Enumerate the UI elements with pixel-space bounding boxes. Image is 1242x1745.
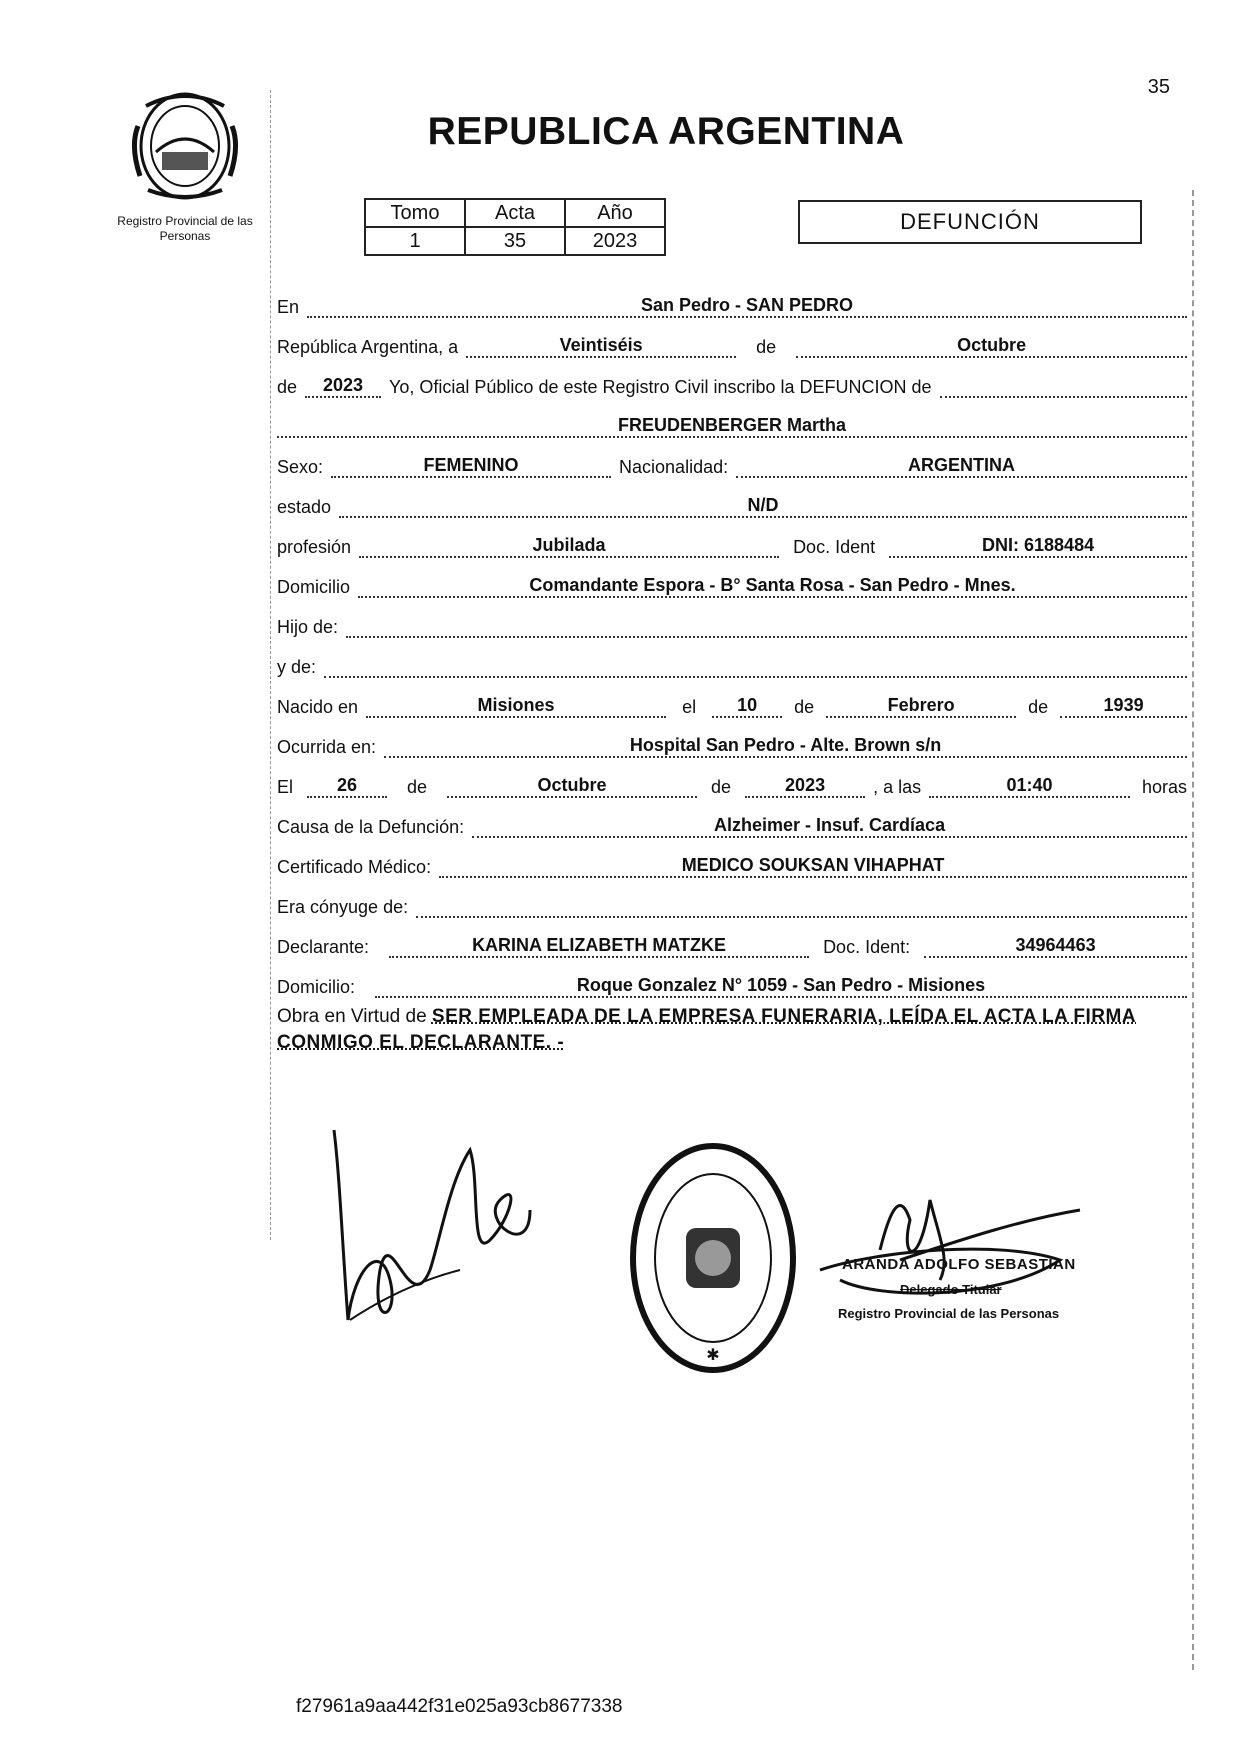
field-inscribe-blank	[940, 396, 1187, 398]
label-ocurrida: Ocurrida en:	[277, 737, 377, 757]
row-hijo	[277, 608, 1187, 638]
label-certificado: Certificado Médico:	[277, 857, 432, 877]
label-de-birth-year: de	[1028, 697, 1049, 717]
label-de-death-month: de	[407, 777, 428, 797]
acta-value-acta: 35	[465, 227, 565, 255]
row-en	[277, 288, 1187, 318]
office-stamp-icon	[628, 1138, 798, 1378]
official-office: Registro Provincial de las Personas	[838, 1306, 1060, 1321]
row-conyuge	[277, 888, 1187, 918]
record-type-box: DEFUNCIÓN	[798, 200, 1142, 244]
field-declarante: KARINA ELIZABETH MATZKE	[389, 934, 809, 958]
field-birth-month: Febrero	[826, 694, 1016, 718]
acta-header-acta: Acta	[465, 199, 565, 227]
field-declarante-doc: 34964463	[924, 934, 1187, 958]
row-death-date	[277, 768, 1187, 798]
field-certificado: MEDICO SOUKSAN VIHAPHAT	[439, 854, 1187, 878]
field-doc: DNI: 6188484	[889, 534, 1187, 558]
label-inscribe: Yo, Oficial Público de este Registro Civil inscribo la DEFUNCION de	[389, 377, 932, 397]
label-en: En	[277, 297, 300, 317]
row-domicilio	[277, 568, 1187, 598]
label-horas: horas	[1141, 777, 1187, 797]
label-el: el	[682, 697, 697, 717]
page-number: 35	[1147, 76, 1170, 98]
official-name: ARANDA ADOLFO SEBASTIAN	[842, 1256, 1076, 1273]
field-birth-year: 1939	[1060, 694, 1187, 718]
row-profesion	[277, 528, 1187, 558]
field-death-day: 26	[307, 774, 387, 798]
label-domicilio-declarante: Domicilio:	[277, 977, 356, 997]
row-domicilio-declarante	[277, 968, 1187, 998]
label-conyuge: Era cónyuge de:	[277, 897, 409, 917]
field-death-time: 01:40	[929, 774, 1130, 798]
field-year: 2023	[305, 374, 381, 398]
field-declarante-domicilio: Roque Gonzalez N° 1059 - San Pedro - Misiones	[375, 974, 1187, 998]
row-inscribe	[277, 368, 1187, 398]
label-de: de	[756, 337, 777, 357]
row-certificado	[277, 848, 1187, 878]
field-nacionalidad: ARGENTINA	[736, 454, 1187, 478]
field-profesion: Jubilada	[359, 534, 779, 558]
field-causa: Alzheimer - Insuf. Cardíaca	[472, 814, 1187, 838]
right-edge-divider	[1192, 190, 1194, 1670]
field-death-year: 2023	[745, 774, 865, 798]
row-yde	[277, 648, 1187, 678]
field-hijo	[346, 636, 1187, 638]
row-declarante	[277, 928, 1187, 958]
field-death-month: Octubre	[447, 774, 697, 798]
svg-text:✱: ✱	[706, 1347, 720, 1364]
field-birth-day: 10	[712, 694, 782, 718]
label-yde: y de:	[277, 657, 317, 677]
label-alas: , a las	[873, 777, 922, 797]
label-de-death-year: de	[711, 777, 732, 797]
row-sexo	[277, 448, 1187, 478]
label-domicilio: Domicilio	[277, 577, 351, 597]
acta-value-anio: 2023	[565, 227, 665, 255]
label-obra: Obra en Virtud de	[277, 1006, 427, 1027]
page-title: REPUBLICA ARGENTINA	[427, 110, 905, 153]
declarant-signature-icon	[320, 1120, 550, 1360]
margin-divider	[270, 90, 271, 1240]
field-month: Octubre	[796, 334, 1187, 358]
row-causa	[277, 808, 1187, 838]
registry-name: Registro Provincial de las Personas	[117, 214, 253, 243]
field-nacido-en: Misiones	[366, 694, 666, 718]
field-deceased-name: FREUDENBERGER Martha	[277, 414, 1187, 438]
label-causa: Causa de la Defunción:	[277, 817, 465, 837]
label-doc: Doc. Ident	[793, 537, 876, 557]
row-date	[277, 328, 1187, 358]
field-domicilio: Comandante Espora - B° Santa Rosa - San Pedro - Mnes.	[358, 574, 1187, 598]
label-el-death: El	[277, 777, 294, 797]
field-day-text: Veintiséis	[466, 334, 736, 358]
label-sexo: Sexo:	[277, 457, 324, 477]
label-declarante: Declarante:	[277, 937, 370, 957]
row-nacido	[277, 688, 1187, 718]
label-estado: estado	[277, 497, 332, 517]
field-yde	[324, 676, 1187, 678]
field-sexo: FEMENINO	[331, 454, 611, 478]
row-estado	[277, 488, 1187, 518]
label-republica: República Argentina, a	[277, 337, 459, 357]
field-place: San Pedro - SAN PEDRO	[307, 294, 1187, 318]
field-obra-text: SER EMPLEADA DE LA EMPRESA FUNERARIA, LEÍDA EL ACTA LA FIRMA CONMIGO EL DECLARANTE. -	[277, 1006, 1137, 1053]
acta-header-anio: Año	[565, 199, 665, 227]
row-ocurrida	[277, 728, 1187, 758]
label-de-year: de	[277, 377, 298, 397]
label-de-birth-month: de	[794, 697, 815, 717]
acta-value-tomo: 1	[365, 227, 465, 255]
acta-table	[364, 198, 666, 256]
field-ocurrida-en: Hospital San Pedro - Alte. Brown s/n	[384, 734, 1187, 758]
field-estado: N/D	[339, 494, 1187, 518]
obra-paragraph	[277, 1004, 1187, 1056]
official-role: Delegado Titular	[900, 1282, 1002, 1297]
document-hash: f27961a9aa442f31e025a93cb8677338	[296, 1696, 623, 1717]
field-conyuge	[416, 916, 1187, 918]
label-profesion: profesión	[277, 537, 352, 557]
acta-header-tomo: Tomo	[365, 199, 465, 227]
label-doc-ident: Doc. Ident:	[823, 937, 911, 957]
label-hijo: Hijo de:	[277, 617, 339, 637]
row-deceased	[277, 408, 1187, 438]
label-nacionalidad: Nacionalidad:	[619, 457, 729, 477]
label-nacido: Nacido en	[277, 697, 359, 717]
